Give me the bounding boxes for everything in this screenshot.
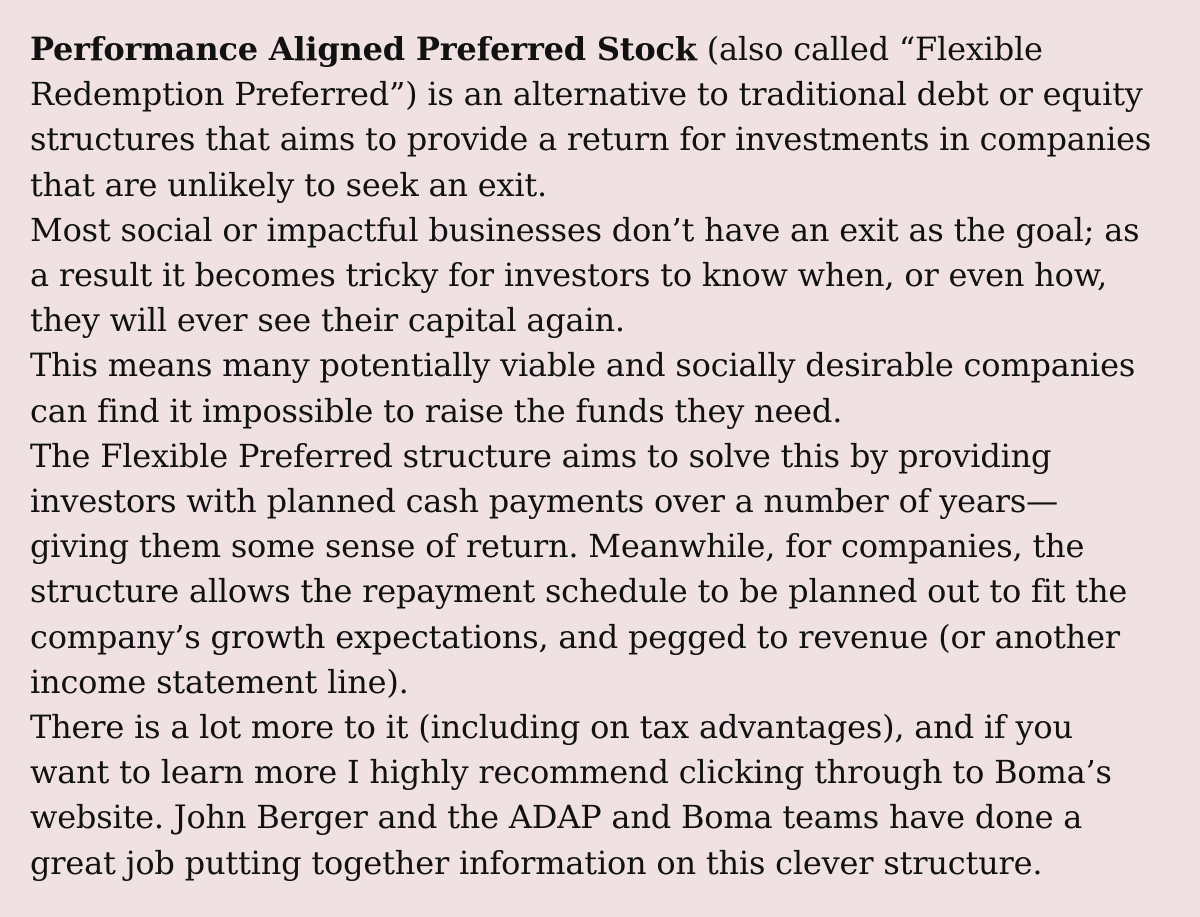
lead-term: Performance Aligned Preferred Stock [30, 30, 697, 68]
text-line-9: can find it impossible to raise the funds they need. [30, 391, 843, 430]
text-line-19: great job putting together information on this clever structure. [30, 843, 1043, 882]
text-line-5: Most social or impactful businesses don’t have an exit as the goal; as [30, 210, 1140, 249]
text-line-4: that are unlikely to seek an exit. [30, 165, 548, 204]
text-line-16: There is a lot more to it (including on tax advantages), and if you [30, 708, 1073, 747]
text-line-8: This means many potentially viable and socially desirable companies [30, 346, 1136, 385]
text-line-7: they will ever see their capital again. [30, 301, 625, 340]
text-line-15: income statement line). [30, 662, 409, 701]
text-line-3: structures that aims to provide a return for investments in companies [30, 120, 1152, 159]
text-line-12: giving them some sense of return. Meanwhile, for companies, the [30, 527, 1085, 566]
text-line-10: The Flexible Preferred structure aims to solve this by providing [30, 436, 1052, 475]
text-line-17: want to learn more I highly recommend clicking through to Boma’s [30, 753, 1112, 792]
lead-continuation: (also called “Flexible [696, 30, 1043, 68]
text-line-6: a result it becomes tricky for investors to know when, or even how, [30, 256, 1108, 295]
text-line-2: Redemption Preferred”) is an alternative to traditional debt or equity [30, 75, 1143, 114]
text-line-18: website. John Berger and the ADAP and Boma teams have done a [30, 798, 1083, 837]
text-line-1 [30, 27, 1176, 72]
text-line-11: investors with planned cash payments over a number of years— [30, 482, 1058, 521]
text-line-14: company’s growth expectations, and pegged to revenue (or another [30, 617, 1120, 656]
article-text [30, 27, 1176, 886]
text-line-13: structure allows the repayment schedule to be planned out to fit the [30, 572, 1128, 611]
